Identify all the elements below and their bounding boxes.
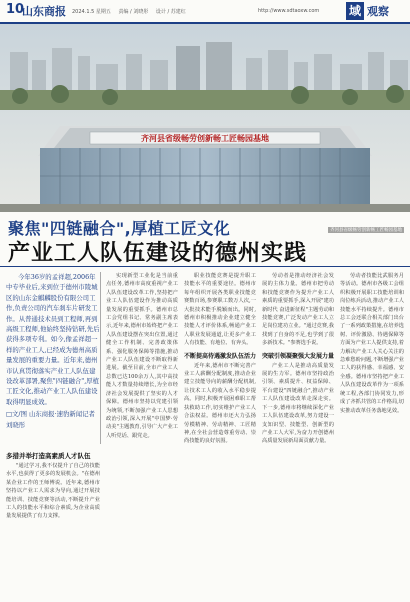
designer-credit: 设计 / 苏建红	[155, 9, 186, 15]
column-4-text: 劳动者技能比武服务月等活动。德州市各级工会组织积极开展职工技能培训和岗位练兵活动,推动产业工人技能水平持续提升。德州市总工会还联合相关部门出台了一系列政策措施,在培养选树、评价激励、待遇保障等方面为产业工人提供支持,着力解决产业工人关心关注的急难愁盼问题,不断增强产业工人的获得感、幸福感、安全感。德州市坚持把产业工人队伍建设改革作为一项系统工程,各部门协同发力,形成了齐抓共管的工作格局,切实推动改革任务落地见效。	[340, 273, 404, 414]
column-2	[184, 272, 256, 596]
section-name: 观察	[367, 5, 389, 18]
article-subhead: 聚焦"四链融合",厚植工匠文化	[8, 219, 231, 238]
article-headline: 产业工人队伍建设的德州实践	[8, 241, 308, 266]
photo-caption: 齐河县省级畅劳创新畅工匠畅园基地	[330, 228, 402, 233]
left-body-text: "通过学习,我不仅提升了自己的技能水平,也获得了更多的发展机会。"在德州某企业工作的王师傅说。近年来,德州市坚持以产业工人需求为导向,通过开展技能培训、技能竞赛等活动,不断提升产业工人的技能水平和综合素质,为企业高质量发展提供了有力支撑。	[6, 463, 100, 520]
column-3-subhead: 突破引领凝聚强大发展力量	[262, 352, 335, 360]
photo-illustration	[0, 24, 410, 212]
editor-credit: 责编 / 刘晓彤	[118, 9, 149, 15]
left-subhead: 多措并举打造高素质人才队伍	[6, 452, 91, 460]
masthead	[0, 0, 410, 24]
article-byline: □文/图 山东商报·速豹新闻记者 刘晓彤	[6, 410, 95, 429]
column-2-subhead: 不断提高待遇激发队伍活力	[184, 352, 257, 360]
issue-date: 2024.1.5 星期五	[72, 9, 111, 15]
column-1-text: 实现新型工业化是当前重点任务,德州市高度重视产业工人队伍建设改革工作,坚持把产业工人队伍建设作为推动高质量发展的重要抓手。德州市总工会党组书记、常务副主席表示,近年来,德州市始终把产业工人队伍建设摆在突出位置,通过健全工作机制、完善政策体系、强化服务保障等措施,推动产业工人队伍建设不断取得新进展。截至目前,全市产业工人总数已达100余万人,其中高技能人才数量持续增长,为全市经济社会发展提供了坚实的人才保障。德州市坚持以党建引领为统领,不断加强产业工人思想政治引领,深入开展"中国梦·劳动美"主题教育,引导广大产业工人听党话、跟党走。	[106, 273, 178, 439]
page-number: 10	[6, 2, 25, 17]
headline-divider	[0, 266, 410, 267]
building-sign: 齐河县省级畅劳创新畅工匠畅园基地	[141, 134, 269, 143]
intro-text: 今年36岁的孟祥超,2006年中专毕业后,来到位于德州市陵城区的山东金麒麟股份有限公司工作,负责公司的汽车刹车片研发工作。从普通技术员到工程师,再到高级工程师,他始终坚持钻研,先后获得多项专利。如今,像孟祥超一样的产业工人,已经成为德州高质量发展的重要力量。近年来,德州市认真贯彻落实产业工人队伍建设改革部署,聚焦"四链融合",厚植工匠文化,推动产业工人队伍建设取得明显成效。	[6, 273, 100, 406]
website-url[interactable]: http://www.sdtaoxw.com	[258, 8, 320, 14]
issue-meta	[72, 8, 192, 15]
column-1	[106, 272, 178, 596]
column-3-body: 产业工人是推动高质量发展的生力军。德州市坚持政治引领、素质提升、权益保障、平台建设"四链融合",推动产业工人队伍建设改革走深走实。下一步,德州市将继续深化产业工人队伍建设改革,努力建设一支知识型、技能型、创新型的产业工人大军,为奋力开创德州高质量发展新局面贡献力量。	[262, 362, 334, 445]
section-char: 域	[346, 2, 364, 20]
paper-name: 山东商报	[22, 5, 66, 18]
left-column	[6, 462, 100, 596]
column-3-text: 劳动者是推动经济社会发展的主体力量。德州市把劳动和技能竞赛作为提升产业工人素质的重要抓手,深入开展"建功新时代 奋进新征程"主题劳动和技能竞赛,广泛发动产业工人立足岗位建功立业。"通过竞赛,我找到了自身的不足,也学到了很多新技术。"参赛选手说。	[262, 273, 334, 347]
section-label	[346, 1, 389, 21]
article-title-block	[0, 214, 410, 264]
column-2-body: 近年来,德州市不断完善产业工人薪酬分配制度,推动企业建立技能导向的薪酬分配机制,让技术工人的收入水平稳步提高。同时,积极开展困难职工帮扶救助工作,切实维护产业工人合法权益。德州市还大力弘扬劳模精神、劳动精神、工匠精神,在全社会营造尊重劳动、崇尚技能的良好氛围。	[184, 362, 256, 445]
article-intro	[6, 272, 101, 444]
column-2-text: 职业技能竞赛是提升职工技能水平的重要途径。德州市每年组织开展各类职业技能竞赛数百场,参赛职工数万人次,一大批技术能手脱颖而出。同时,德州市积极推动企业建立健全技能人才评价体系,畅通产业工人职业发展通道,让更多产业工人有技能、有地位、有奔头。	[184, 273, 256, 347]
column-3	[262, 272, 334, 596]
column-4	[340, 272, 404, 596]
